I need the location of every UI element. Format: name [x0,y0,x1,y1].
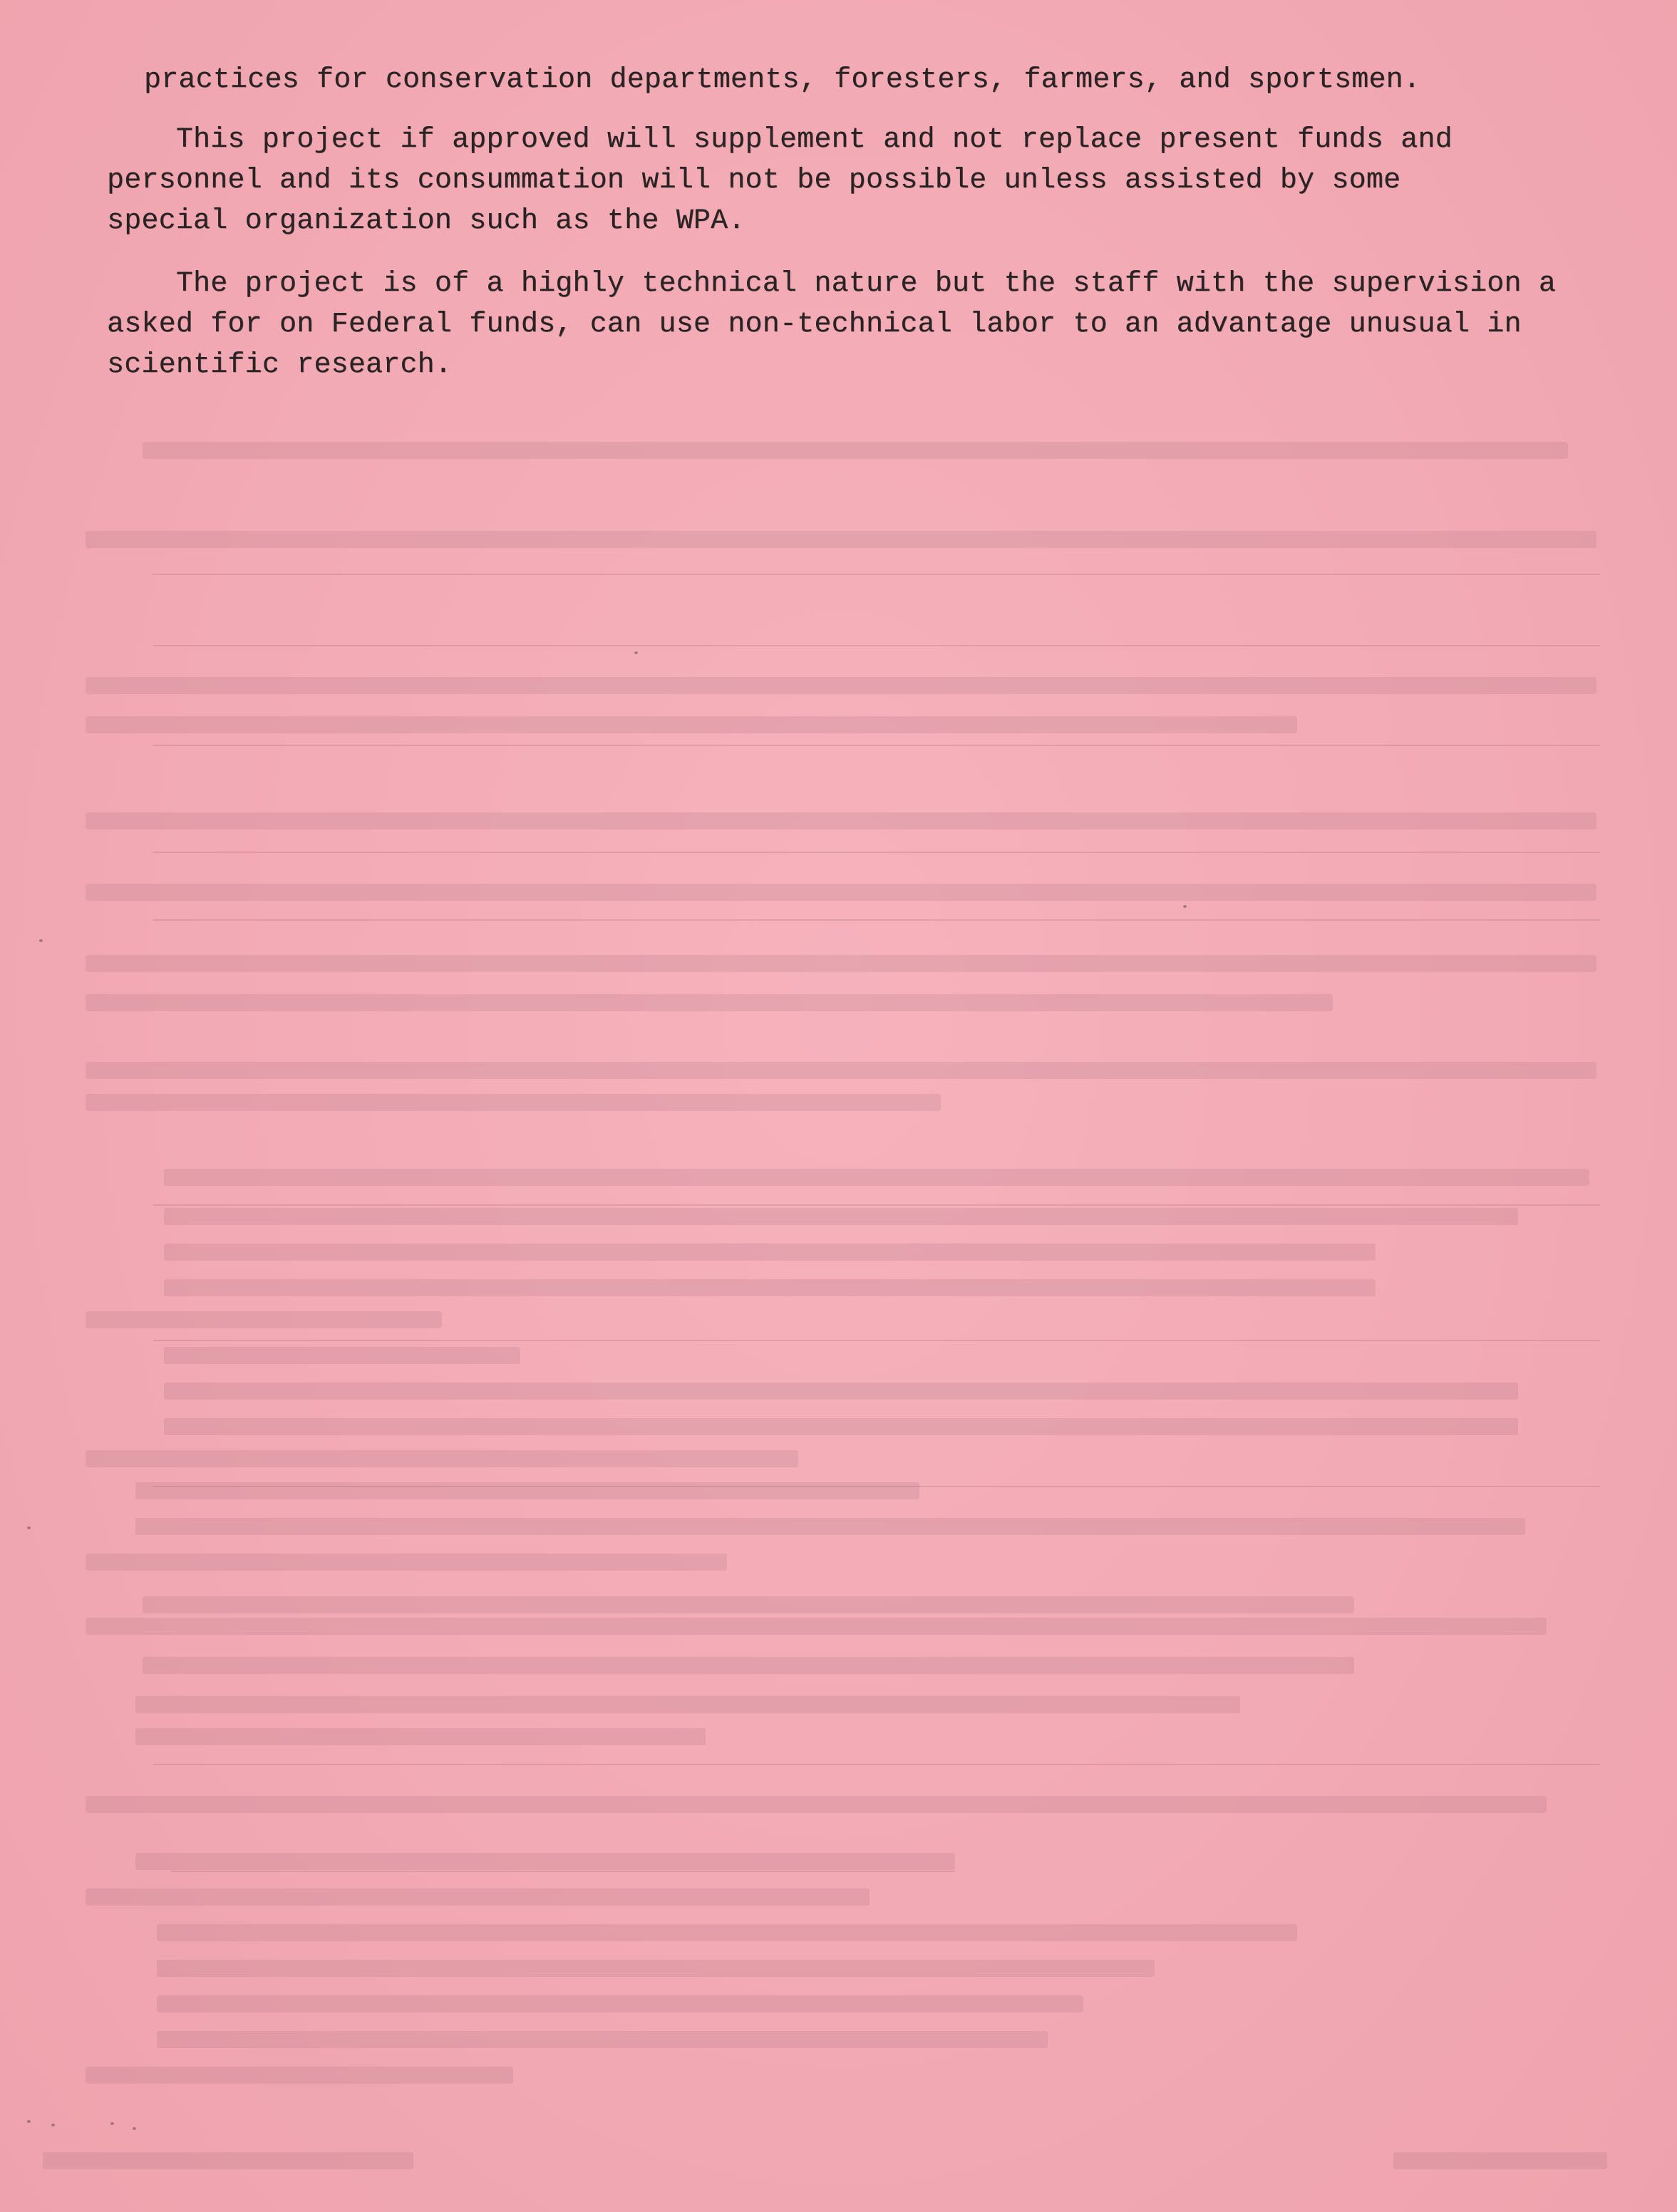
text-line: scientific research. [107,349,453,381]
text-line: personnel and its consummation will not be possible unless assisted by some [107,165,1401,197]
text-line: special organization such as the WPA. [107,205,745,237]
text-line: The project is of a highly technical nature but the staff with the supervision a [107,268,1557,300]
paragraph-funding [107,120,1661,242]
opening-line [144,60,1677,100]
text-line: asked for on Federal funds, can use non-technical labor to an advantage unusual in [107,309,1522,341]
paragraph-technical-nature [107,264,1661,386]
text-line: practices for conservation departments, foresters, farmers, and sportsmen. [144,64,1421,96]
text-line: This project if approved will supplement and not replace present funds and [107,124,1452,156]
